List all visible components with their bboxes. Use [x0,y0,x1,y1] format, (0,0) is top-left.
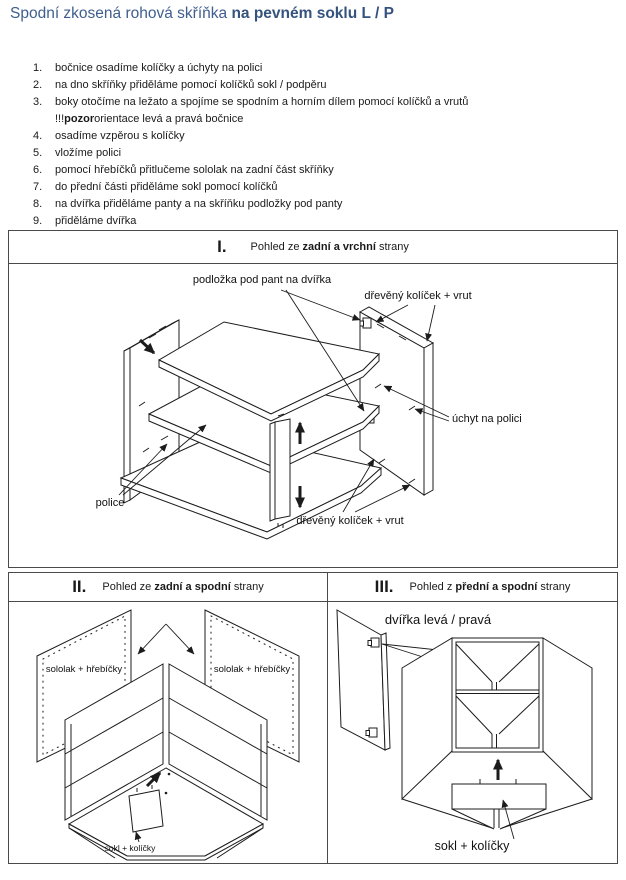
panel-1-header [9,231,617,264]
label-kolicek-top: dřevěný kolíček + vrut [364,290,472,302]
assembly-diagram-back-bottom [9,602,327,864]
page-title-bold: na pevném soklu L / P [231,5,394,22]
panel-2-numeral: II. [72,577,87,596]
item-number: 7. [33,181,43,193]
instruction-item [33,213,468,230]
panel-2-caption: Pohled ze zadní a spodní strany [102,581,264,593]
item-number: 3. [33,96,43,108]
label-podlozka: podložka pod pant na dvířka [192,274,332,286]
label-sololak-left: sololak + hřebíčky [45,664,123,675]
item-text: přiděláme dvířka [55,215,137,227]
label-sololak-right: sololak + hřebíčky [213,664,291,675]
dowel-dot [165,792,168,795]
instruction-item [33,77,468,94]
label-sokl: sokl + kolíčky [434,839,510,853]
panel-1-caption: Pohled ze zadní a vrchní strany [250,241,409,253]
item-number: 6. [33,164,43,176]
item-number: 8. [33,198,43,210]
instruction-item [33,162,468,179]
center-strut [270,414,290,528]
attach-arrow-left [138,624,166,654]
assembly-diagram-front-bottom [328,602,617,864]
instruction-item [33,145,468,162]
item-text: vložíme polici [55,147,122,159]
warning-rest: orientace levá a pravá bočnice [94,113,244,125]
item-text: na dno skříňky přiděláme pomocí kolíčků sokl / podpěru [55,79,327,91]
item-number: 5. [33,147,43,159]
item-number: 1. [33,62,43,74]
label-uchyt: úchyt na polici [452,413,522,425]
instruction-warning [55,111,468,128]
warning-prefix: !!! [55,113,65,125]
label-dvirka: dvířka levá / pravá [384,612,492,627]
instruction-item [33,60,468,77]
warning-bold: pozor [64,113,95,125]
item-number: 4. [33,130,43,142]
item-number: 2. [33,79,43,91]
door-panel [337,610,390,750]
page-title-regular: Spodní zkosená rohová skříňka [10,5,232,22]
instruction-item [33,128,468,145]
item-text: do přední části přiděláme sokl pomocí kolíčků [55,181,278,193]
instruction-item [33,196,468,213]
item-text: bočnice osadíme kolíčky a úchyty na polici [55,62,263,74]
panel-3-header [328,573,617,602]
attach-arrow-right [166,624,194,654]
item-text: osadíme vzpěrou s kolíčky [55,130,185,142]
instruction-list [33,60,468,230]
label-sokl: sokl + kolíčky [104,843,156,853]
panel-1-numeral: I. [217,237,227,256]
panel-3-caption: Pohled z přední a spodní strany [409,581,571,593]
panel-2-header [9,573,327,602]
label-police: police [95,497,125,509]
item-text: boky otočíme na ležato a spojíme se spodním a horním dílem pomocí kolíčků a vrutů [55,96,469,108]
panel-view-3 [327,572,618,864]
panel-view-2 [8,572,328,864]
item-text: na dvířka přiděláme panty a na skříňku podložky pod panty [55,198,343,210]
instruction-item [33,94,468,111]
item-text: pomocí hřebíčků přitlučeme sololak na zadní část skříňky [55,164,334,176]
panel-view-1 [8,230,618,568]
assembly-diagram-exploded [9,264,617,568]
dowel-dot [168,773,171,776]
instruction-item [33,179,468,196]
label-kolicek-bottom: dřevěný kolíček + vrut [296,515,404,527]
panel-3-numeral: III. [374,577,394,596]
page-title [10,5,394,23]
item-number: 9. [33,215,43,227]
